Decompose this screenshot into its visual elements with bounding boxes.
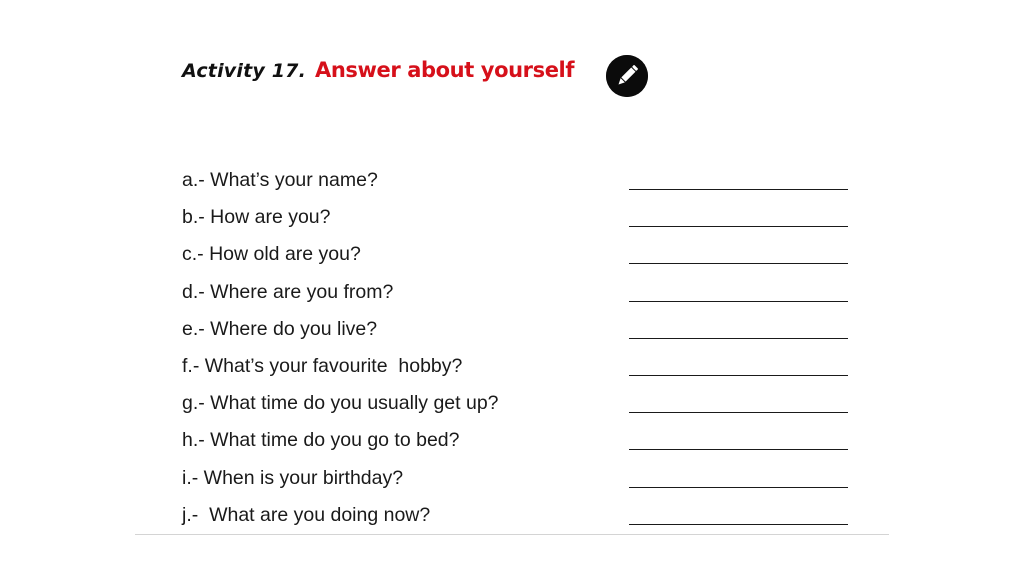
question-text: f.- What’s your favourite hobby? <box>182 354 463 377</box>
question-text: a.- What’s your name? <box>182 169 378 191</box>
question-row <box>182 239 852 276</box>
activity-heading <box>182 58 574 88</box>
question-row <box>182 277 852 314</box>
answer-blank[interactable] <box>629 338 848 339</box>
question-row <box>182 314 852 351</box>
answer-blank[interactable] <box>629 487 848 488</box>
answer-blank[interactable] <box>629 375 848 376</box>
question-row <box>182 388 852 425</box>
answer-blank[interactable] <box>629 226 848 227</box>
answer-blank[interactable] <box>629 263 848 264</box>
question-text: j.- What are you doing now? <box>182 503 431 526</box>
question-row <box>182 351 852 388</box>
question-text: h.- What time do you go to bed? <box>182 429 460 452</box>
question-row <box>182 425 852 462</box>
question-text: b.- How are you? <box>182 206 331 229</box>
question-row <box>182 165 852 202</box>
activity-title: Answer about yourself <box>315 58 575 82</box>
question-text: c.- How old are you? <box>182 243 361 266</box>
question-text: g.- What time do you usually get up? <box>182 392 499 415</box>
answer-blank[interactable] <box>629 524 848 525</box>
question-text: i.- When is your birthday? <box>182 466 404 489</box>
pencil-icon <box>606 55 648 97</box>
activity-number: Activity 17. <box>182 60 307 82</box>
question-row <box>182 202 852 239</box>
question-text: e.- Where do you live? <box>182 317 378 340</box>
question-row <box>182 500 852 537</box>
answer-blank[interactable] <box>629 189 848 190</box>
question-list <box>182 165 852 537</box>
answer-blank[interactable] <box>629 301 848 302</box>
answer-blank[interactable] <box>629 449 848 450</box>
footer-divider <box>135 534 889 535</box>
question-text: d.- Where are you from? <box>182 280 394 303</box>
question-row <box>182 463 852 500</box>
answer-blank[interactable] <box>629 412 848 413</box>
